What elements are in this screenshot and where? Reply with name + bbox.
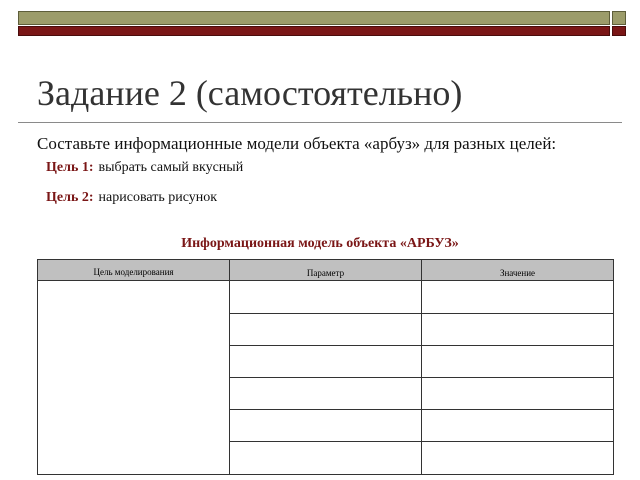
value-cell[interactable] (422, 314, 614, 346)
goal-1-label: Цель 1: (46, 160, 94, 175)
parameter-cell[interactable] (230, 314, 422, 346)
model-table (37, 259, 614, 475)
model-title: Информационная модель объекта «АРБУЗ» (181, 236, 459, 251)
parameter-cell[interactable] (230, 442, 422, 475)
goal-2-label: Цель 2: (46, 190, 94, 205)
parameter-cell[interactable] (230, 346, 422, 378)
header-square-olive (612, 11, 626, 25)
header-value: Значение (422, 260, 614, 281)
value-cell[interactable] (422, 442, 614, 475)
value-cell[interactable] (422, 346, 614, 378)
header-bar-olive (18, 11, 610, 25)
header-goal: Цель моделирования (38, 260, 230, 281)
title-divider (18, 122, 622, 123)
value-cell[interactable] (422, 378, 614, 410)
header-square-red (612, 26, 626, 36)
header-parameter: Параметр (230, 260, 422, 281)
value-cell[interactable] (422, 281, 614, 314)
parameter-cell[interactable] (230, 410, 422, 442)
goal-2 (46, 190, 217, 206)
goal-cell[interactable] (38, 281, 230, 475)
value-cell[interactable] (422, 410, 614, 442)
task-text: Составьте информационные модели объекта «арбуз» для разных целей: (37, 134, 557, 153)
parameter-cell[interactable] (230, 378, 422, 410)
goal-2-text: нарисовать рисунок (98, 190, 218, 205)
goal-1-text: выбрать самый вкусный (98, 160, 244, 175)
goal-1 (46, 160, 243, 176)
parameter-cell[interactable] (230, 281, 422, 314)
slide-title: Задание 2 (самостоятельно) (37, 73, 463, 113)
header-bar-red (18, 26, 610, 36)
